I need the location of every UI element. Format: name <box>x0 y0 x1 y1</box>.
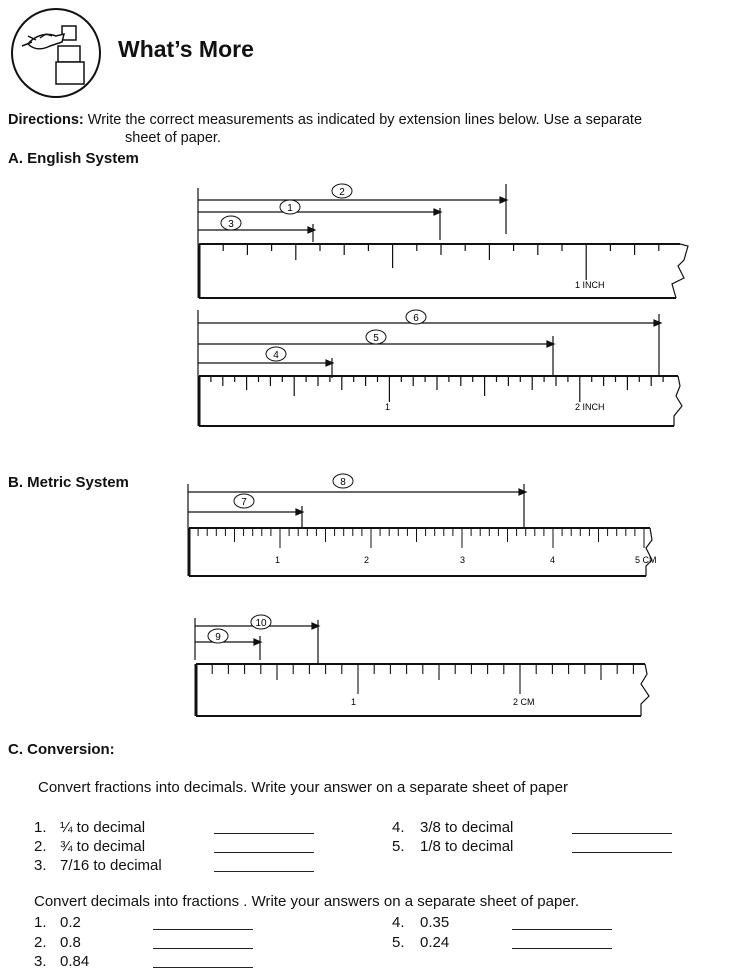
ruler-metric-2 <box>185 612 665 724</box>
ruler2-label-2: 2 INCH <box>575 402 605 412</box>
answer-line <box>572 852 672 853</box>
list-item: 2. ¾ to decimal <box>34 838 146 855</box>
answer-line <box>153 967 253 968</box>
marker-5: 5 <box>373 333 379 344</box>
list-item: 4. 3/8 to decimal <box>392 819 514 836</box>
marker-9: 9 <box>215 632 221 643</box>
marker-7: 7 <box>241 497 247 508</box>
ruler3-label-2: 2 <box>364 555 370 565</box>
answer-line <box>572 833 672 834</box>
decimal-list-left <box>34 913 89 972</box>
ruler3-label-5: 5 CM <box>635 555 657 565</box>
list-item: 5. 0.24 <box>392 933 450 951</box>
ruler3-label-4: 4 <box>550 555 556 565</box>
directions <box>8 111 752 130</box>
ruler3-label-1: 1 <box>275 555 281 565</box>
section-b-title: B. Metric System <box>8 474 129 491</box>
answer-line <box>512 929 612 930</box>
fraction-list-right <box>392 818 513 856</box>
directions-line2: sheet of paper. <box>125 130 221 146</box>
section-c-title: C. Conversion: <box>8 741 115 758</box>
marker-1: 1 <box>287 203 293 214</box>
section-a-title: A. English System <box>8 150 139 167</box>
answer-line <box>153 929 253 930</box>
list-item: 4. 0.35 <box>392 914 450 931</box>
page-title: What’s More <box>118 36 254 62</box>
instructions-decimals: Convert decimals into fractions . Write your answers on a separate sheet of paper. <box>34 893 579 910</box>
list-item: 1. 0.2 <box>34 914 81 931</box>
answer-line <box>512 948 612 949</box>
marker-3: 3 <box>228 219 234 230</box>
blocks-icon <box>6 6 106 100</box>
ruler1-label: 1 INCH <box>575 280 605 290</box>
answer-line <box>214 852 314 853</box>
ruler-metric-1 <box>180 470 670 582</box>
directions-line1: Write the correct measurements as indicated by extension lines below. Use a separate <box>87 112 643 128</box>
extension-lines <box>198 184 507 244</box>
ruler4-label-2: 2 CM <box>513 697 535 707</box>
directions-label: Directions: <box>8 112 84 128</box>
marker-4: 4 <box>273 350 279 361</box>
ruler4-label-1: 1 <box>351 697 357 707</box>
ruler-inch-1 <box>190 180 695 305</box>
answer-line <box>214 871 314 872</box>
ruler2-label-1: 1 <box>385 402 391 412</box>
marker-6: 6 <box>413 313 419 324</box>
answer-line <box>214 833 314 834</box>
decimal-list-right <box>392 913 449 952</box>
list-item: 5. 1/8 to decimal <box>392 838 514 855</box>
ruler-body <box>199 244 688 298</box>
instructions-fractions: Convert fractions into decimals. Write your answer on a separate sheet of paper <box>38 779 568 796</box>
list-item: 3. 0.84 <box>34 953 90 970</box>
marker-8: 8 <box>340 477 346 488</box>
ruler3-label-3: 3 <box>460 555 466 565</box>
ruler-inch-2 <box>190 306 695 430</box>
answer-line <box>153 948 253 949</box>
list-item: 1. ¼ to decimal <box>34 819 146 836</box>
marker-2: 2 <box>339 187 345 198</box>
marker-10: 10 <box>255 618 267 629</box>
fraction-list-left <box>34 818 162 875</box>
list-item: 3. 7/16 to decimal <box>34 857 162 874</box>
list-item: 2. 0.8 <box>34 933 81 951</box>
